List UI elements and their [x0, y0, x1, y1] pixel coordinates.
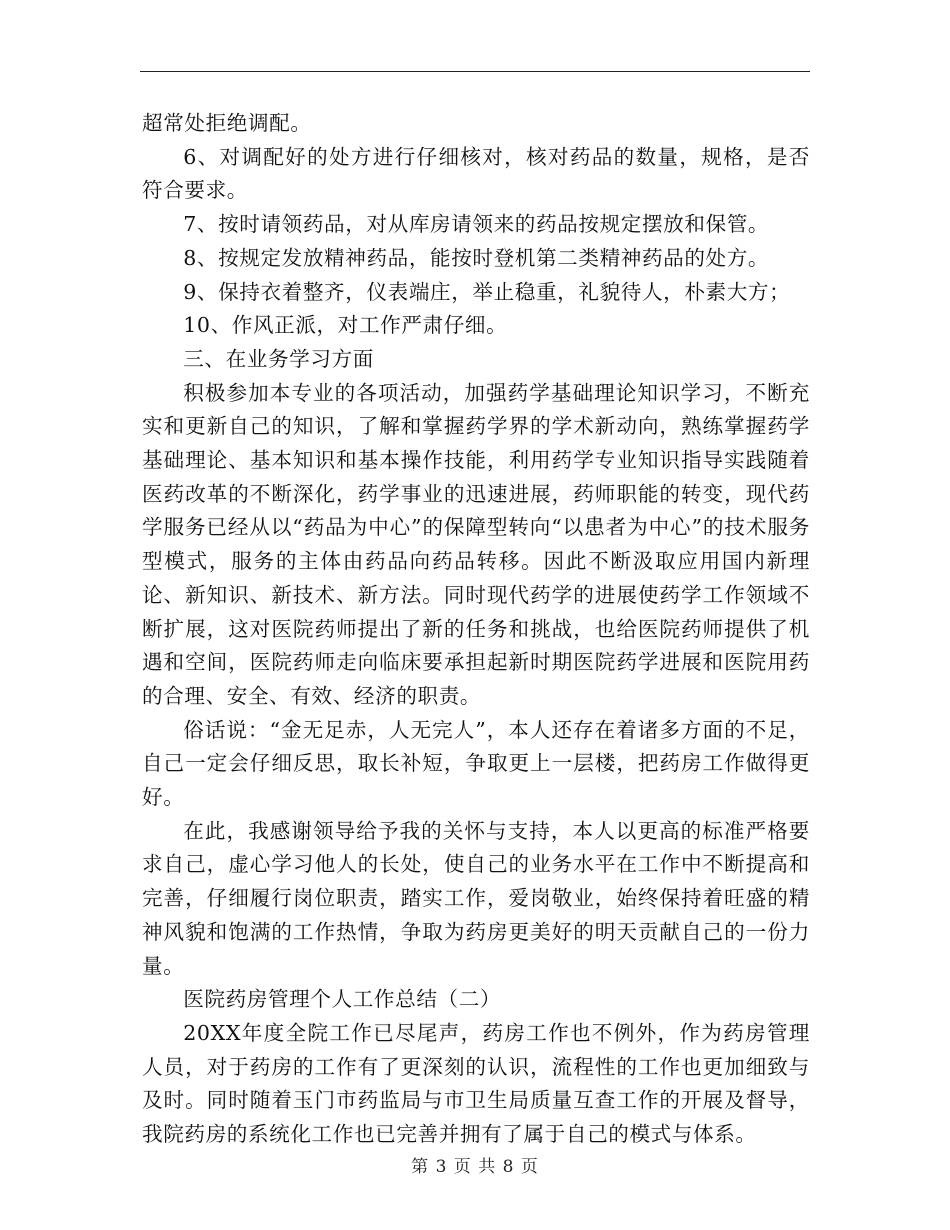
- paragraph-item-10: 10、作风正派，对工作严肃仔细。: [183, 313, 508, 338]
- paragraph-thanks: 在此，我感谢领导给予我的关怀与支持，本人以更高的标准严格要求自己，虚心学习他人的长处，使自己的业务水平在工作中不断提高和完善，仔细履行岗位职责，踏实工作，爱岗敬业，始终保持着旺盛的精神风貌和饱满的工作热情，争取为药房更美好的明天贡献自己的一份力量。: [142, 818, 810, 978]
- document-body: [142, 107, 810, 1152]
- paragraph-item-8: 8、按规定发放精神药品，能按时登机第二类精神药品的处方。: [183, 245, 770, 270]
- paragraph-part-two-intro: 20XX年度全院工作已尽尾声，药房工作也不例外，作为药房管理人员，对于药房的工作有了更深刻的认识，流程性的工作也更加细致与及时。同时随着玉门市药监局与市卫生局质量互查工作的开展及督导，我院药房的系统化工作也已完善并拥有了属于自己的模式与体系。: [142, 1020, 810, 1147]
- section-heading-study: 三、在业务学习方面: [183, 346, 374, 371]
- paragraph-item-6: 6、对调配好的处方进行仔细核对，核对药品的数量，规格，是否符合要求。: [142, 144, 810, 203]
- paragraph-continuation: 超常处拒绝调配。: [142, 111, 312, 135]
- header-rule: [140, 71, 810, 72]
- paragraph-item-9: 9、保持衣着整齐，仪表端庄，举止稳重，礼貌待人，朴素大方；: [183, 279, 791, 304]
- paragraph-item-7: 7、按时请领药品，对从库房请领来的药品按规定摆放和保管。: [183, 212, 770, 237]
- paragraph-study-body: 积极参加本专业的各项活动，加强药学基础理论知识学习，不断充实和更新自己的知识，了解和掌握药学界的学术新动向，熟练掌握药学基础理论、基本知识和基本操作技能，利用药学专业知识指导实践随着医药改革的不断深化，药学事业的迅速进展，药师职能的转变，现代药学服务已经从以“药品为中心”的保障型转向“以患者为中心”的技术服务型模式，服务的主体由药品向药品转移。因此不断汲取应用国内新理论、新知识、新技术、新方法。同时现代药学的进展使药学工作领域不断扩展，这对医院药师提出了新的任务和挑战，也给医院药师提供了机遇和空间，医院药师走向临床要承担起新时期医院药学进展和医院用药的合理、安全、有效、经济的职责。: [142, 380, 810, 708]
- page-number: 第 3 页 共 8 页: [411, 1157, 539, 1177]
- section-heading-part-two: 医院药房管理个人工作总结（二）: [183, 987, 502, 1012]
- paragraph-self-reflection: 俗话说：“金无足赤，人无完人”，本人还存在着诸多方面的不足，自己一定会仔细反思，取长补短，争取更上一层楼，把药房工作做得更好。: [142, 717, 810, 810]
